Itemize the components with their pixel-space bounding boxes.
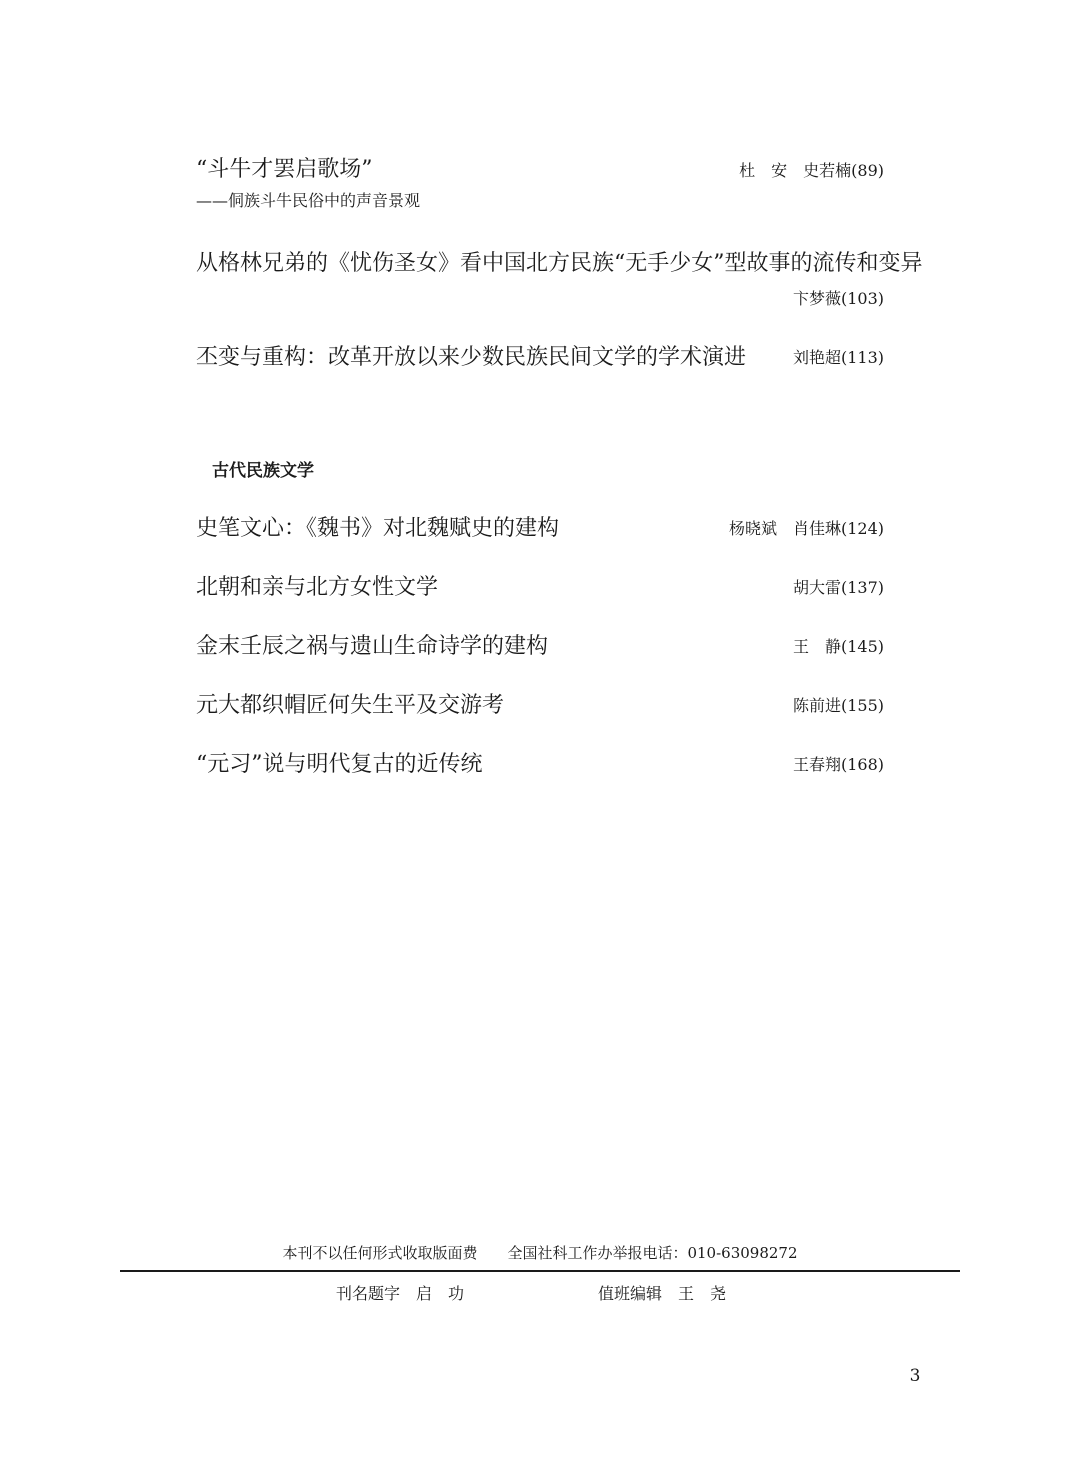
article-title: 史笔文心：《魏书》对北魏赋史的建构 xyxy=(196,516,560,541)
article-subtitle: ——侗族斗牛民俗中的声音景观 xyxy=(196,191,421,210)
toc-entry xyxy=(196,574,884,602)
article-author-page: 王春翔(168) xyxy=(792,755,884,774)
article-author-page: 王 静(145) xyxy=(792,637,884,656)
article-title: 金末壬辰之祸与遗山生命诗学的建构 xyxy=(196,634,549,659)
toc-entry xyxy=(196,633,884,661)
footer-divider xyxy=(120,1270,960,1272)
article-title: 丕变与重构：改革开放以来少数民族民间文学的学术演进 xyxy=(196,345,747,370)
toc-entry xyxy=(196,156,884,212)
article-author-page: 胡大雷(137) xyxy=(792,578,884,597)
toc-entry xyxy=(196,344,884,372)
toc-entry xyxy=(196,692,884,720)
article-title: 从格林兄弟的《忧伤圣女》看中国北方民族“无手少女”型故事的流传和变异 xyxy=(196,251,923,276)
article-author-page: 卞梦薇(103) xyxy=(792,289,884,308)
article-author-page: 陈前进(155) xyxy=(792,696,884,715)
article-title: “斗牛才罢启歌场” xyxy=(196,157,373,182)
article-author-page: 杜 安 史若楠(89) xyxy=(739,161,884,180)
editor-credit: 值班编辑 王 尧 xyxy=(598,1284,727,1303)
section-heading: 古代民族文学 xyxy=(212,461,314,481)
toc-entry xyxy=(196,250,923,308)
article-title: “元习”说与明代复古的近传统 xyxy=(196,752,483,777)
toc-entry xyxy=(196,751,884,779)
calligraphy-credit: 刊名题字 启 功 xyxy=(336,1284,465,1303)
footer-notice: 本刊不以任何形式收取版面费 全国社科工作办举报电话：010-63098272 xyxy=(282,1244,798,1262)
page-number: 3 xyxy=(909,1366,921,1386)
article-author-page: 杨晓斌 肖佳琳(124) xyxy=(728,519,884,538)
article-title: 元大都织帽匠何失生平及交游考 xyxy=(196,693,505,718)
article-title: 北朝和亲与北方女性文学 xyxy=(196,575,439,600)
article-author-page: 刘艳超(113) xyxy=(792,348,884,367)
toc-entry xyxy=(196,515,884,543)
